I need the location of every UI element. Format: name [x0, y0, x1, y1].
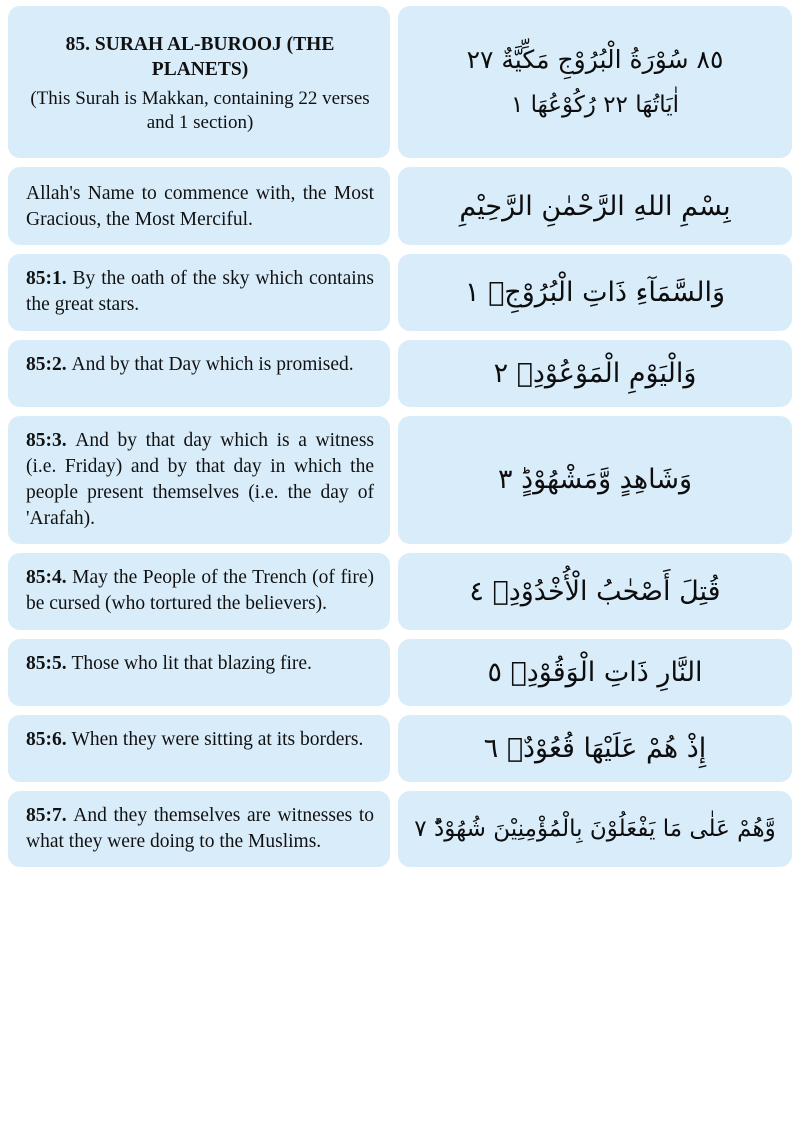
- verse-text-arabic: وَّهُمْ عَلٰى مَا يَفْعَلُوْنَ بِالْمُؤْمِنِيْنَ شُهُوْدٌؕ ٧: [414, 815, 776, 842]
- surah-header-english: [8, 6, 390, 158]
- basmala-row: [8, 167, 802, 245]
- verse-arabic: [398, 715, 792, 782]
- verse-arabic: [398, 416, 792, 545]
- verse-number: 85:5.: [26, 652, 72, 674]
- surah-title-arabic-line2: اٰيَاتُهَا ٢٢ رُكُوْعُهَا ١: [510, 91, 680, 118]
- surah-header-row: [8, 6, 802, 158]
- verse-english: [8, 791, 390, 867]
- basmala-english: Allah's Name to commence with, the Most Gracious, the Most Merciful.: [8, 167, 390, 245]
- verse-row: [8, 340, 802, 407]
- surah-subtitle: (This Surah is Makkan, containing 22 verses and 1 section): [30, 87, 370, 134]
- verse-text-arabic: وَالْيَوْمِ الْمَوْعُوْدِۙ ٢: [493, 357, 697, 389]
- verse-row: [8, 639, 802, 706]
- verse-row: [8, 416, 802, 545]
- surah-header-arabic: [398, 6, 792, 158]
- verse-arabic: [398, 791, 792, 867]
- verse-text-english: And by that Day which is promised.: [71, 353, 354, 375]
- verse-english: [8, 340, 390, 407]
- verse-arabic: [398, 639, 792, 706]
- verse-text-english: May the People of the Trench (of fire) be cursed (who tortured the believers).: [26, 567, 374, 615]
- verse-number: 85:6.: [26, 728, 72, 750]
- verse-text-arabic: إِذْ هُمْ عَلَيْهَا قُعُوْدٌۙ ٦: [483, 732, 707, 764]
- verse-arabic: [398, 553, 792, 629]
- verse-number: 85:3.: [26, 429, 76, 451]
- verse-number: 85:1.: [26, 268, 73, 290]
- verse-text-arabic: وَشَاهِدٍ وَّمَشْهُوْدٍؕ ٣: [498, 464, 692, 496]
- verse-english: [8, 254, 390, 330]
- verse-row: [8, 791, 802, 867]
- verse-number: 85:7.: [26, 805, 74, 827]
- verse-english: [8, 416, 390, 545]
- verse-english: [8, 553, 390, 629]
- verse-number: 85:4.: [26, 567, 73, 589]
- verse-text-english: When they were sitting at its borders.: [71, 728, 364, 750]
- verse-row: [8, 553, 802, 629]
- verse-text-english: By the oath of the sky which contains the great stars.: [26, 268, 374, 316]
- basmala-arabic-text: بِسْمِ اللهِ الرَّحْمٰنِ الرَّحِيْمِ: [459, 190, 731, 222]
- verse-text-arabic: النَّارِ ذَاتِ الْوَقُوْدِۙ ٥: [487, 656, 703, 688]
- verse-text-english: And they themselves are witnesses to what they were doing to the Muslims.: [26, 805, 374, 853]
- verse-arabic: [398, 340, 792, 407]
- verse-text-arabic: وَالسَّمَآءِ ذَاتِ الْبُرُوْجِۙ ١: [464, 276, 726, 308]
- verse-row: [8, 254, 802, 330]
- verse-row: [8, 715, 802, 782]
- basmala-arabic: [398, 167, 792, 245]
- verse-english: [8, 639, 390, 706]
- surah-title-arabic-line1: ٨٥ سُوْرَةُ الْبُرُوْجِ مَكِّيَّةٌ ٢٧: [466, 45, 724, 75]
- verse-english: [8, 715, 390, 782]
- verse-number: 85:2.: [26, 353, 72, 375]
- verse-text-arabic: قُتِلَ أَصْحٰبُ الْأُخْدُوْدِۙ ٤: [469, 575, 721, 607]
- surah-title: 85. SURAH AL-BUROOJ (THE PLANETS): [65, 34, 335, 81]
- verse-text-english: Those who lit that blazing fire.: [71, 652, 312, 674]
- verse-text-english: And by that day which is a witness (i.e. Friday) and by that day in which the people present themselves (i.e. the day of 'Arafah).: [26, 429, 375, 530]
- verse-arabic: [398, 254, 792, 330]
